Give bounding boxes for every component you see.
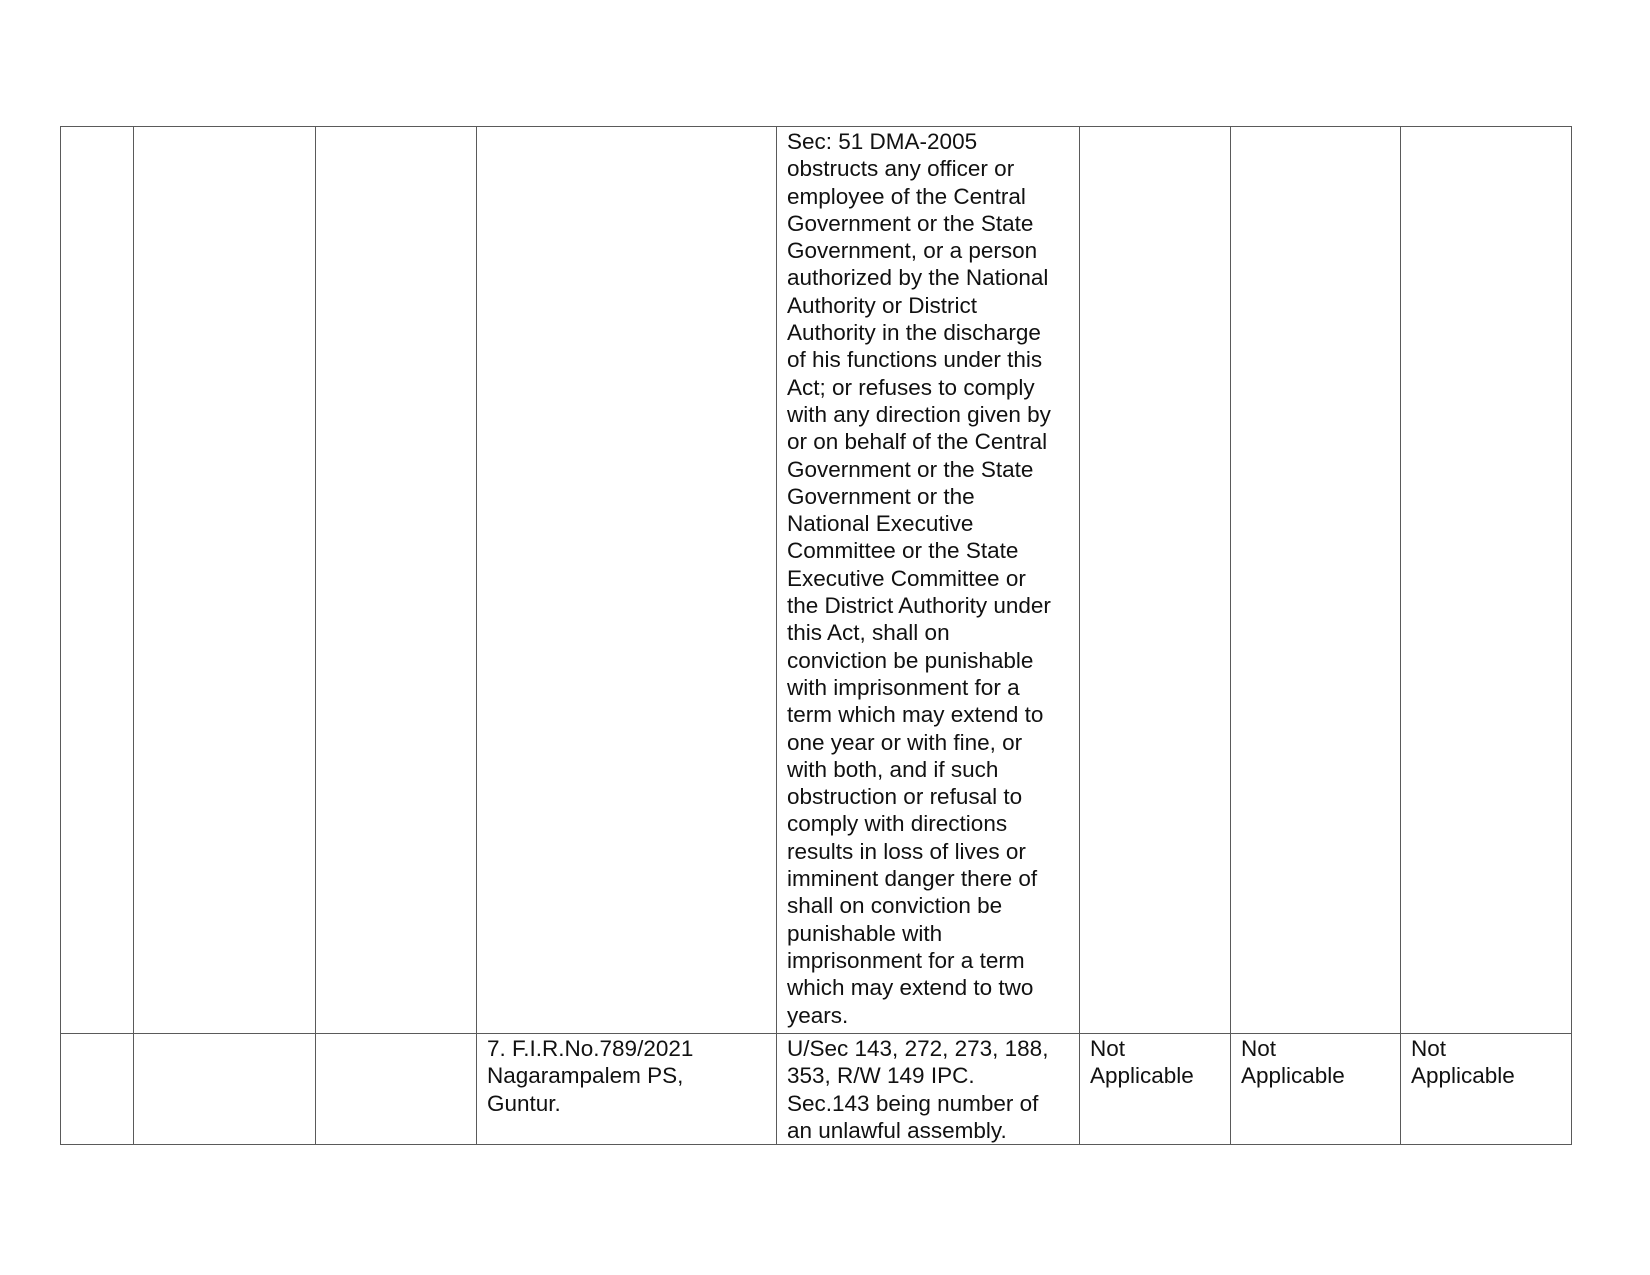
table-cell xyxy=(61,1034,134,1145)
status-cell: Not Applicable xyxy=(1231,1034,1401,1145)
table-cell xyxy=(134,127,316,1034)
status-cell: Not Applicable xyxy=(1401,1034,1572,1145)
table-cell xyxy=(134,1034,316,1145)
offence-sections-cell: U/Sec 143, 272, 273, 188, 353, R/W 149 IPC. Sec.143 being number of an unlawful assembly. xyxy=(777,1034,1080,1145)
case-table xyxy=(60,126,1572,1145)
table-cell xyxy=(316,127,477,1034)
table-row xyxy=(61,1034,1572,1145)
table-cell xyxy=(477,127,777,1034)
table-cell xyxy=(61,127,134,1034)
status-cell: Not Applicable xyxy=(1080,1034,1231,1145)
fir-details-cell: 7. F.I.R.No.789/2021 Nagarampalem PS, Guntur. xyxy=(477,1034,777,1145)
table-cell xyxy=(1231,127,1401,1034)
table-cell xyxy=(1401,127,1572,1034)
table-cell xyxy=(316,1034,477,1145)
offence-description-cell: Sec: 51 DMA-2005 obstructs any officer or employee of the Central Government or the State Government, or a person authorized by the National Authority or District Authority in the discharge of his functions under this Act; or refuses to comply with any direction given by or on behalf of the Central Government or the State Government or the National Executive Committee or the State Executive Committee or the District Authority under this Act, shall on conviction be punishable with imprisonment for a term which may extend to one year or with fine, or with both, and if such obstruction or refusal to comply with directions results in loss of lives or imminent danger there of shall on conviction be punishable with imprisonment for a term which may extend to two years. xyxy=(777,127,1080,1034)
table-cell xyxy=(1080,127,1231,1034)
table-row xyxy=(61,127,1572,1034)
